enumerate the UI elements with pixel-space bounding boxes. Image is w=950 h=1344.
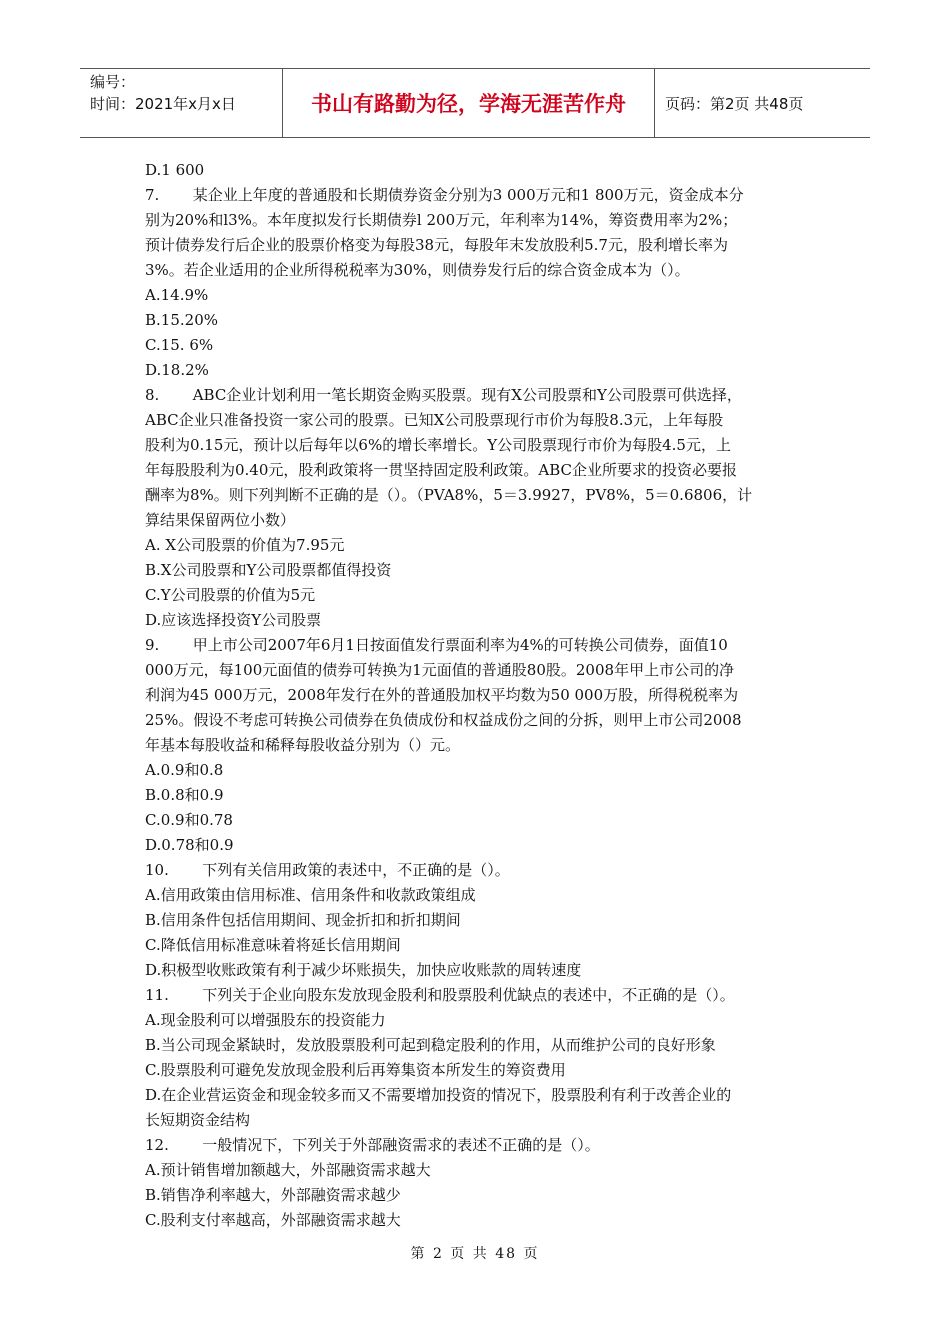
page-footer: 第 2 页 共 48 页: [410, 1246, 540, 1262]
document-body: [145, 158, 807, 1233]
text-line: C.15. 6%: [145, 336, 214, 354]
text-line: A.现金股利可以增强股东的投资能力: [145, 1011, 386, 1029]
text-line: C.降低信用标准意味着将延长信用期间: [145, 936, 401, 954]
text-line: B.信用条件包括信用期间、现金折扣和折扣期间: [145, 911, 461, 929]
text-line: 长短期资金结构: [145, 1111, 251, 1129]
text-line: B.X公司股票和Y公司股票都值得投资: [145, 561, 392, 579]
text-line: 预计债券发行后企业的股票价格变为每股38元，每股年末发放股利5.7元，股利增长率为: [145, 236, 728, 254]
text-line: B.0.8和0.9: [145, 786, 224, 804]
text-line: C.股票股利可避免发放现金股利后再筹集资本所发生的筹资费用: [145, 1061, 566, 1079]
text-line: A.14.9%: [145, 286, 209, 304]
text-line: 利润为45 000万元，2008年发行在外的普通股加权平均数为50 000万股，所得税税率为: [145, 686, 739, 704]
text-line: 酬率为8%。则下列判断不正确的是（）。（PVA8%，5＝3.9927，PV8%，5＝0.6806，计: [145, 486, 753, 504]
text-line: ABC企业只准备投资一家公司的股票。已知X公司股票现行市价为每股8.3元，上年每股: [145, 411, 724, 429]
text-line: 000万元，每100元面值的债券可转换为1元面值的普通股80股。2008年甲上市公司的净: [145, 661, 735, 679]
page-header: [80, 68, 870, 138]
document-date: 时间：2021年x月x日: [90, 95, 236, 113]
text-line: 别为20%和l3%。本年度拟发行长期债券l 200万元，年利率为14%，筹资费用率为2%；: [145, 211, 738, 229]
text-line: 7. 某企业上年度的普通股和长期债券资金分别为3 000万元和1 800万元，资金成本分: [145, 186, 744, 204]
text-line: D.1 600: [145, 161, 205, 179]
text-line: C.Y公司股票的价值为5元: [145, 586, 316, 604]
text-line: 12. 一般情况下，下列关于外部融资需求的表述不正确的是（）。: [145, 1136, 600, 1154]
text-line: A.预计销售增加额越大，外部融资需求越大: [145, 1161, 431, 1179]
text-line: C.0.9和0.78: [145, 811, 233, 829]
text-line: D.18.2%: [145, 361, 209, 379]
text-line: 算结果保留两位小数）: [145, 511, 296, 529]
text-line: 年基本每股收益和稀释每股收益分别为（）元。: [145, 736, 461, 754]
text-line: D.应该选择投资Y公司股票: [145, 611, 322, 629]
text-line: B.销售净利率越大，外部融资需求越少: [145, 1186, 401, 1204]
header-left-cell: [80, 69, 283, 137]
text-line: 3%。若企业适用的企业所得税税率为30%，则债券发行后的综合资金成本为（）。: [145, 261, 690, 279]
text-line: 25%。假设不考虑可转换公司债券在负债成份和权益成份之间的分拆，则甲上市公司2008: [145, 711, 742, 729]
text-line: 9. 甲上市公司2007年6月1日按面值发行票面利率为4%的可转换公司债券，面值10: [145, 636, 728, 654]
text-line: 11. 下列关于企业向股东发放现金股利和股票股利优缺点的表述中，不正确的是（）。: [145, 986, 735, 1004]
text-line: A. X公司股票的价值为7.95元: [145, 536, 345, 554]
text-line: 10. 下列有关信用政策的表述中，不正确的是（）。: [145, 861, 510, 879]
text-line: D.积极型收账政策有利于减少坏账损失，加快应收账款的周转速度: [145, 961, 582, 979]
document-number-label: 编号：: [90, 73, 136, 91]
text-line: A.0.9和0.8: [145, 761, 224, 779]
text-line: A.信用政策由信用标准、信用条件和收款政策组成: [145, 886, 476, 904]
text-line: 8. ABC企业计划利用一笔长期资金购买股票。现有X公司股票和Y公司股票可供选择，: [145, 386, 742, 404]
text-line: 股利为0.15元，预计以后每年以6%的增长率增长。Y公司股票现行市价为每股4.5元，上: [145, 436, 731, 454]
text-line: C.股利支付率越高，外部融资需求越大: [145, 1211, 401, 1229]
header-motto: 书山有路勤为径，学海无涯苦作舟: [283, 69, 655, 137]
header-page-info: 页码：第2页 共48页: [665, 94, 804, 113]
text-line: B.当公司现金紧缺时，发放股票股利可起到稳定股利的作用，从而维护公司的良好形象: [145, 1036, 716, 1054]
text-line: B.15.20%: [145, 311, 218, 329]
text-line: D.0.78和0.9: [145, 836, 234, 854]
text-line: 年每股股利为0.40元，股利政策将一贯坚持固定股利政策。ABC企业所要求的投资必要报: [145, 461, 738, 479]
text-line: D.在企业营运资金和现金较多而又不需要增加投资的情况下，股票股利有利于改善企业的: [145, 1086, 732, 1104]
